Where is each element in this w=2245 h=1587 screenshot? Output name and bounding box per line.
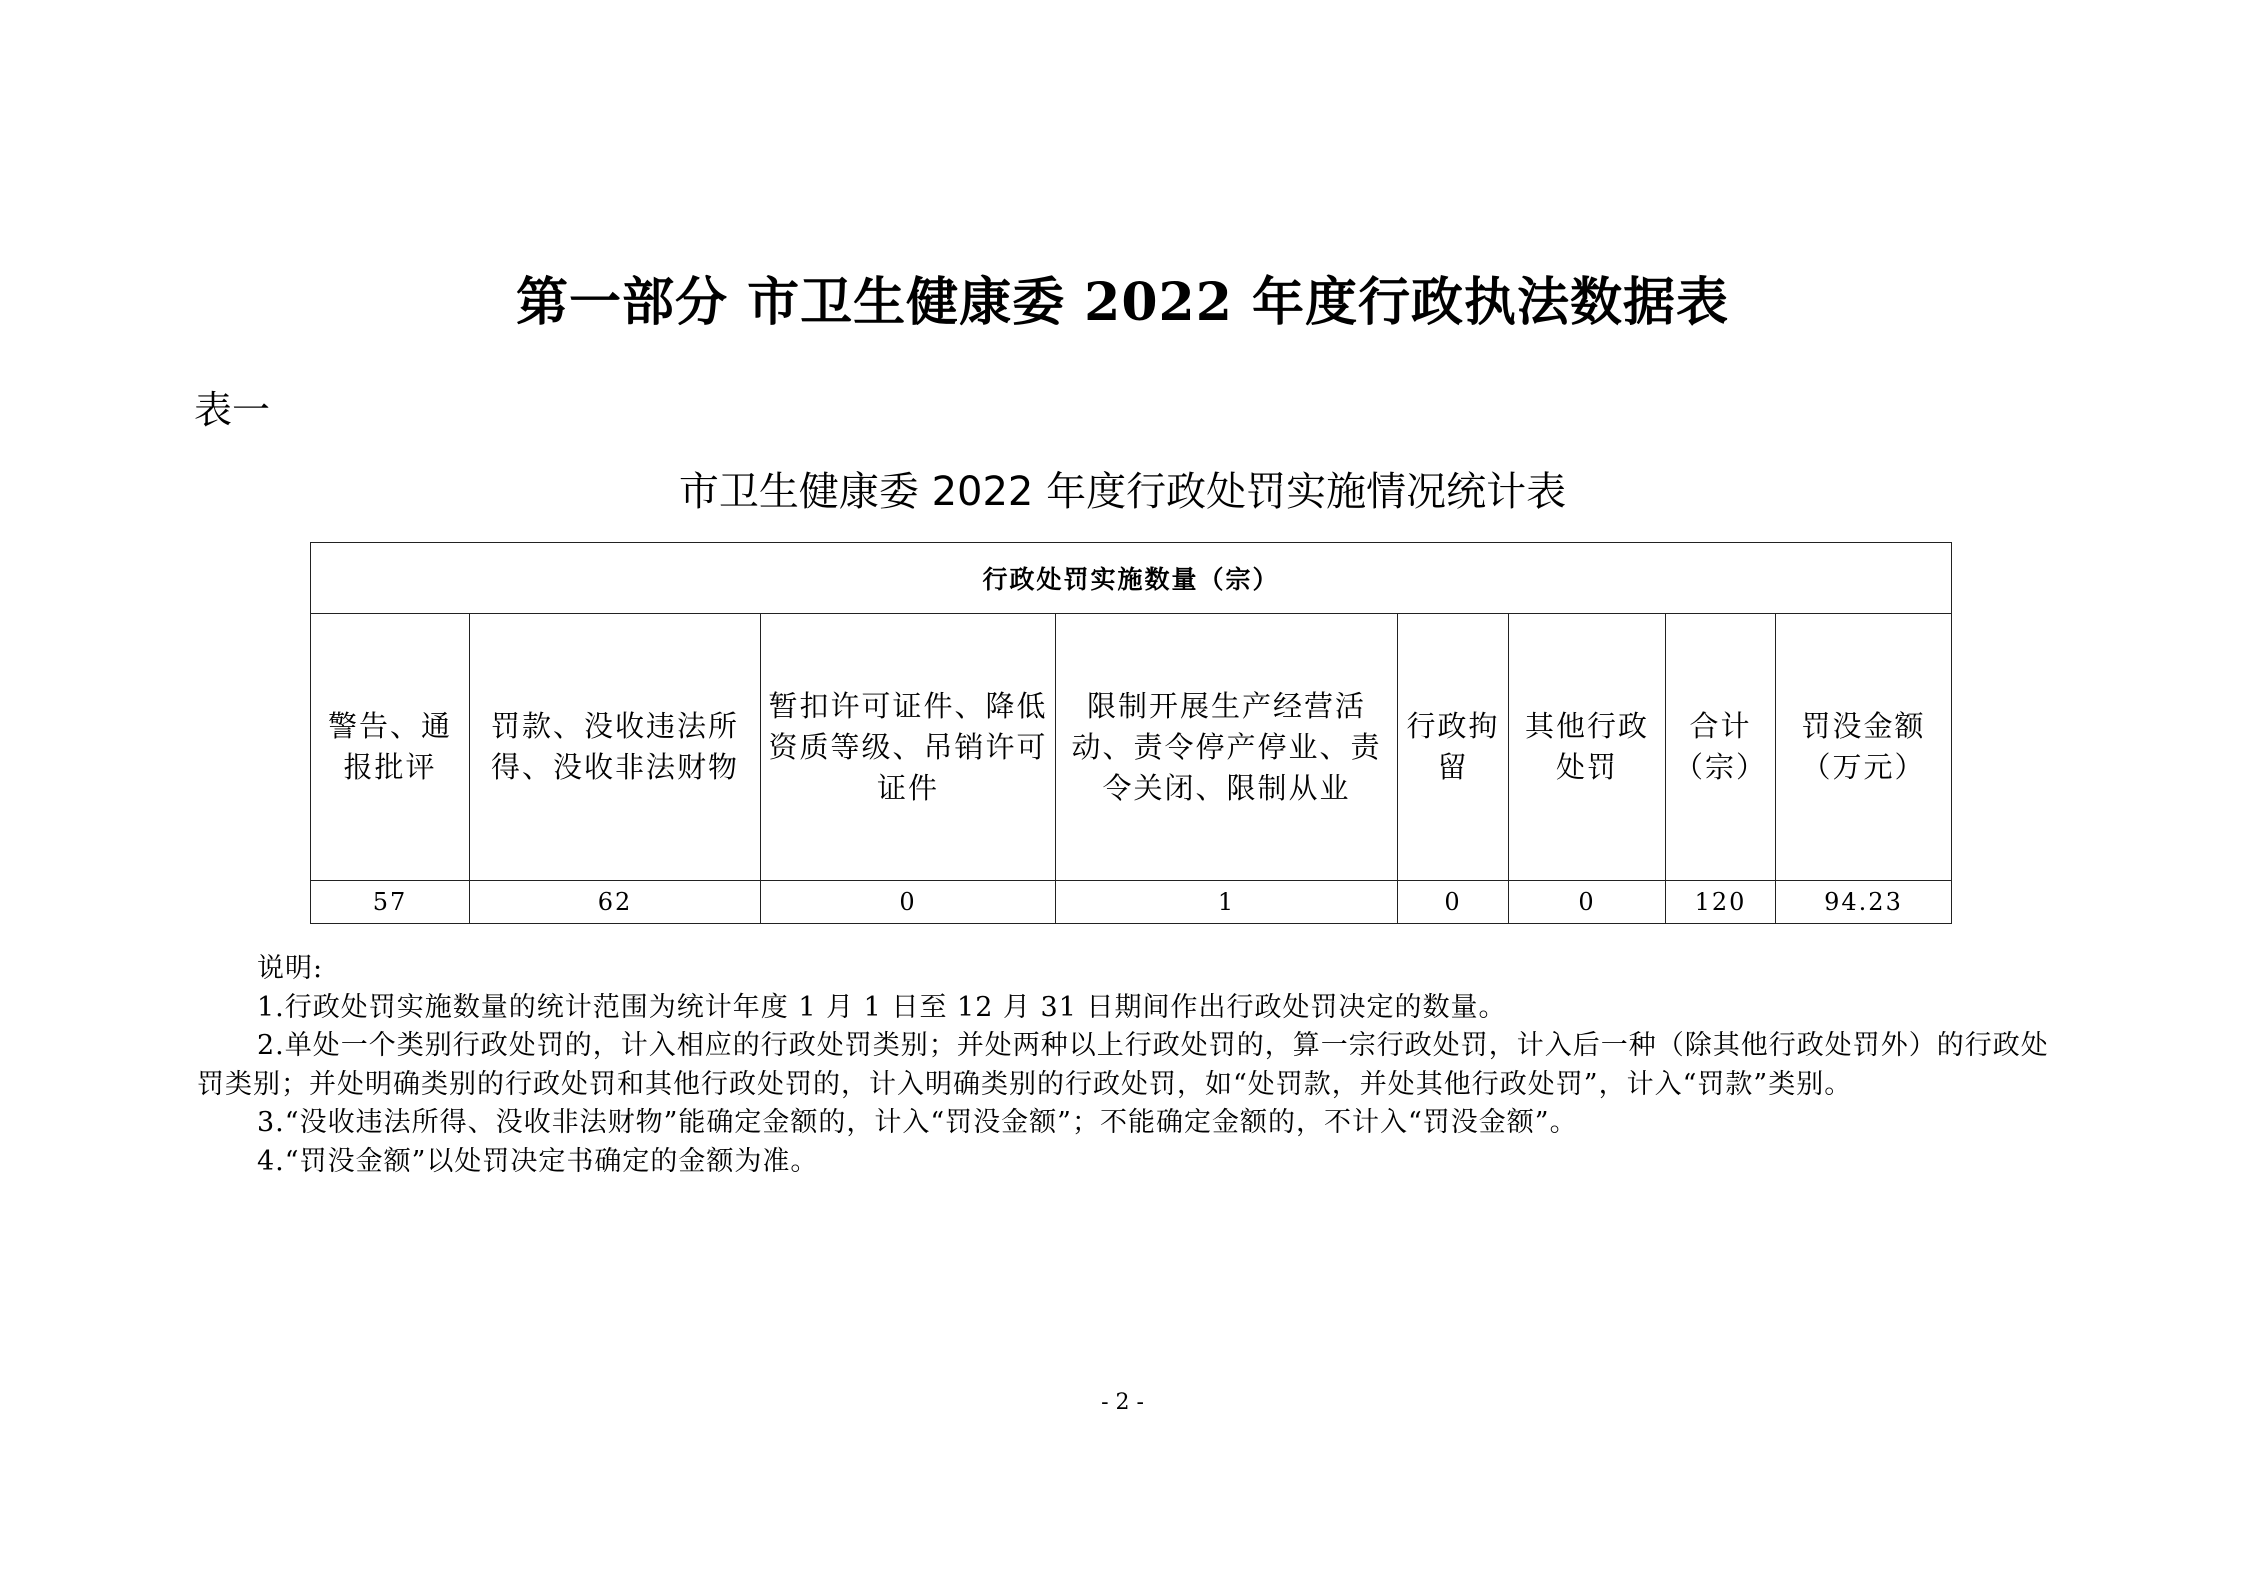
value-other-penalty: 0 — [1509, 881, 1666, 924]
value-business-restriction: 1 — [1056, 881, 1398, 924]
note-item-2: 2.单处一个类别行政处罚的，计入相应的行政处罚类别；并处两种以上行政处罚的，算一宗行政处罚，计入后一种（除其他行政处罚外）的行政处罚类别；并处明确类别的行政处罚和其他行政处罚的，计入明确类别的行政处罚，如“处罚款，并处其他行政处罚”，计入“罚款”类别。 — [197, 1030, 2049, 1100]
column-header-total: 合计（宗） — [1666, 614, 1776, 881]
notes-section — [197, 950, 2057, 1181]
column-header-amount: 罚没金额（万元） — [1776, 614, 1952, 881]
note-item-1: 1.行政处罚实施数量的统计范围为统计年度 1 月 1 日至 12 月 31 日期间作出行政处罚决定的数量。 — [257, 991, 1507, 1023]
table-row — [311, 881, 1952, 924]
part-title: 第一部分 市卫生健康委 2022 年度行政执法数据表 — [515, 272, 1730, 333]
span-header-cell: 行政处罚实施数量（宗） — [311, 543, 1952, 614]
table-column-header-row — [311, 614, 1952, 881]
column-header-other-penalty: 其他行政处罚 — [1509, 614, 1666, 881]
penalty-statistics-table — [310, 542, 1952, 924]
column-header-warning: 警告、通报批评 — [311, 614, 470, 881]
value-license-suspension: 0 — [761, 881, 1056, 924]
value-total: 120 — [1666, 881, 1776, 924]
value-detention: 0 — [1398, 881, 1509, 924]
table-number: 表一 — [194, 388, 271, 432]
page-number: - 2 - — [1101, 1390, 1144, 1415]
table-title: 市卫生健康委 2022 年度行政处罚实施情况统计表 — [678, 469, 1567, 515]
value-amount: 94.23 — [1776, 881, 1952, 924]
note-item-3: 3.“没收违法所得、没收非法财物”能确定金额的，计入“罚没金额”；不能确定金额的，不计入“罚没金额”。 — [257, 1107, 1578, 1138]
column-header-business-restriction: 限制开展生产经营活动、责令停产停业、责令关闭、限制从业 — [1056, 614, 1398, 881]
column-header-fine-confiscation: 罚款、没收违法所得、没收非法财物 — [470, 614, 761, 881]
table-span-header-row — [311, 543, 1952, 614]
column-header-detention: 行政拘留 — [1398, 614, 1509, 881]
value-fine-confiscation: 62 — [470, 881, 761, 924]
value-warning: 57 — [311, 881, 470, 924]
notes-heading: 说明: — [257, 953, 324, 984]
column-header-license-suspension: 暂扣许可证件、降低资质等级、吊销许可证件 — [761, 614, 1056, 881]
note-item-4: 4.“罚没金额”以处罚决定书确定的金额为准。 — [257, 1145, 819, 1177]
